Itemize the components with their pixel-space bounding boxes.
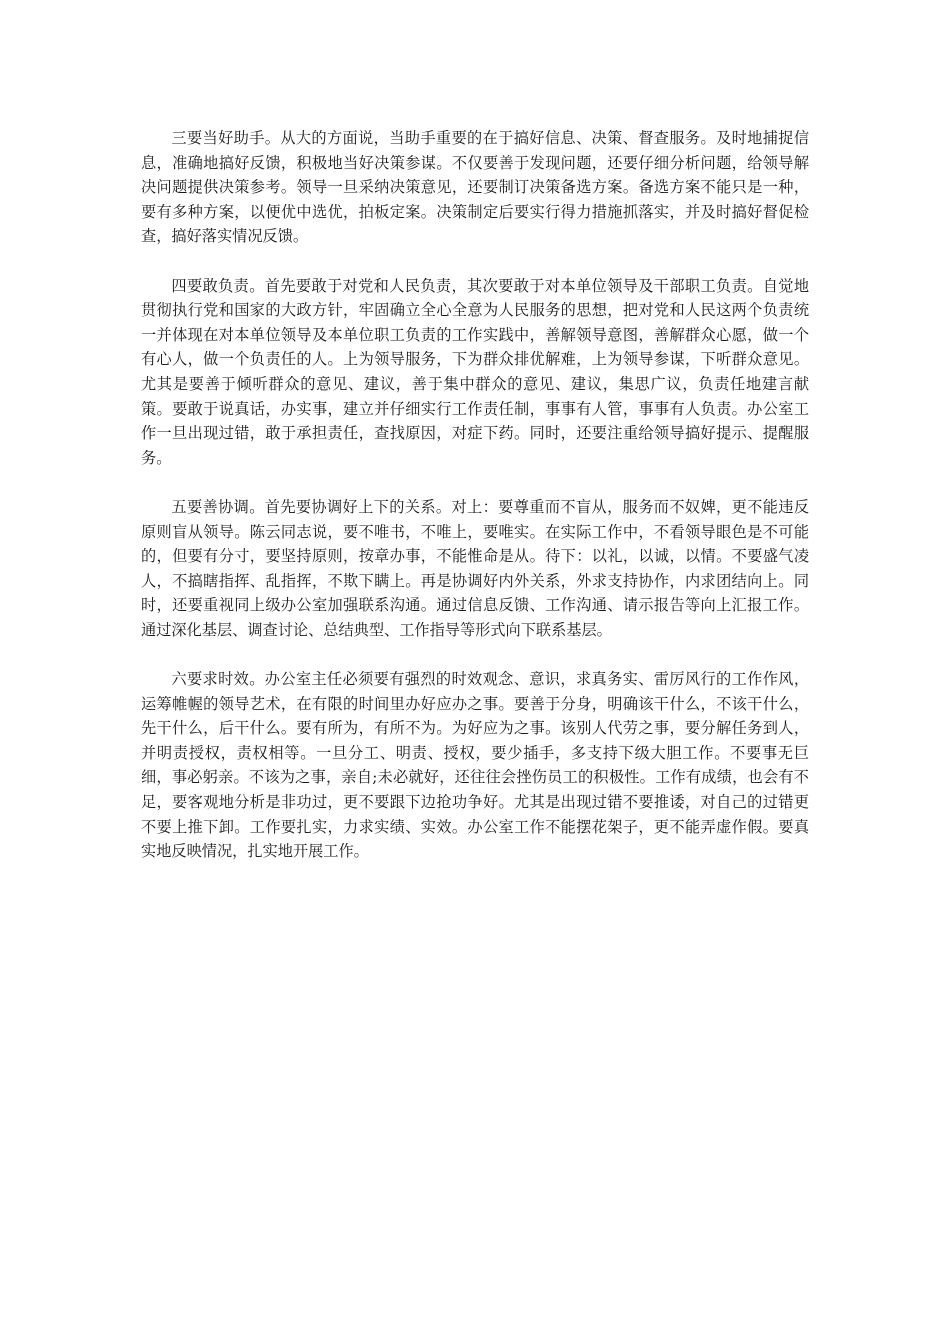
paragraph-responsibility: 四要敢负责。首先要敢于对党和人民负责，其次要敢于对本单位领导及干部职工负责。自觉地贯彻执行党和国家的大政方针，牢固确立全心全意为人民服务的思想，把对党和人民这两个负责统一并体现在对本单位领导及本单位职工负责的工作实践中，善解领导意图，善解群众心愿，做一个有心人，做一个负责任的人。上为领导服务，下为群众排优解难，上为领导参谋，下听群众意见。尤其是要善于倾听群众的意见、建议，善于集中群众的意见、建议，集思广议，负责任地建言献策。要敢于说真话，办实事，建立并仔细实行工作责任制，事事有人管，事事有人负责。办公室工作一旦出现过错，敢于承担责任，查找原因，对症下药。同时，还要注重给领导搞好提示、提醒服务。	[141, 276, 809, 467]
paragraph-helper: 三要当好助手。从大的方面说，当助手重要的在于搞好信息、决策、督查服务。及时地捕捉信息，准确地搞好反馈，积极地当好决策参谋。不仅要善于发现问题，还要仔细分析问题，给领导解决问题提供决策参考。领导一旦采纳决策意见，还要制订决策备选方案。备选方案不能只是一种，要有多种方案，以便优中选优，拍板定案。决策制定后要实行得力措施抓落实，并及时搞好督促检查，搞好落实情况反馈。	[141, 129, 809, 246]
paragraph-coordination: 五要善协调。首先要协调好上下的关系。对上：要尊重而不盲从，服务而不奴婢，更不能违反原则盲从领导。陈云同志说，要不唯书，不唯上，要唯实。在实际工作中，不看领导眼色是不可能的，但要有分寸，要坚持原则，按章办事，不能惟命是从。待下：以礼，以诚，以情。不要盛气凌人，不搞瞎指挥、乱指挥，不欺下瞒上。再是协调好内外关系，外求支持协作，内求团结向上。同时，还要重视同上级办公室加强联系沟通。通过信息反馈、工作沟通、请示报告等向上汇报工作。通过深化基层、调查讨论、总结典型、工作指导等形式向下联系基层。	[141, 497, 809, 639]
paragraph-efficiency: 六要求时效。办公室主任必须要有强烈的时效观念、意识，求真务实、雷厉风行的工作作风，运筹帷幄的领导艺术，在有限的时间里办好应办之事。要善于分身，明确该干什么，不该干什么，先干什么，后干什么。要有所为，有所不为。为好应为之事。该别人代劳之事，要分解任务到人，并明责授权，责权相等。一旦分工、明责、授权，要少插手，多支持下级大胆工作。不要事无巨细，事必躬亲。不该为之事，亲自;未必就好，还往往会挫伤员工的积极性。工作有成绩，也会有不足，要客观地分析是非功过，更不要跟下边抢功争好。尤其是出现过错不要推诿，对自己的过错更不要上推下卸。工作要扎实，力求实绩、实效。办公室工作不能摆花架子，更不能弄虚作假。要真实地反映情况，扎实地开展工作。	[141, 670, 809, 861]
document-body	[141, 126, 809, 864]
